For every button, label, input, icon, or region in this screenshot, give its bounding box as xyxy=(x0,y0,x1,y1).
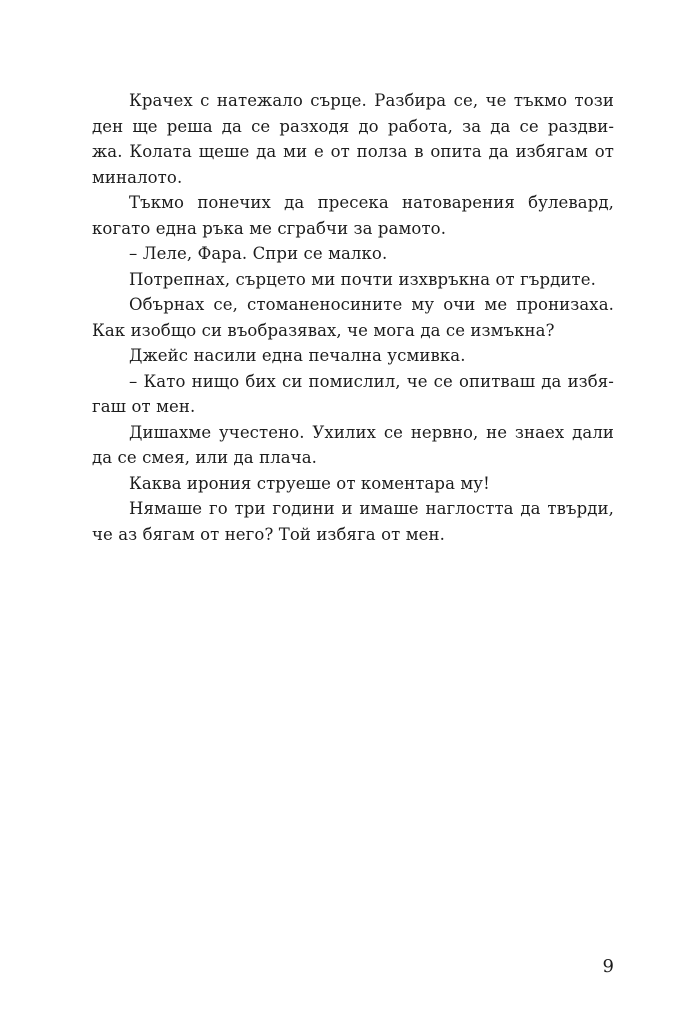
text-line: Крачех с натежало сърце. Разбира се, че тъкмо този xyxy=(129,91,614,110)
page-number: 9 xyxy=(602,956,614,977)
text-line: – Леле, Фара. Спри се малко. xyxy=(129,244,388,263)
text-line: Дишахме учестено. Ухилих се нервно, не знаех дали xyxy=(129,422,614,442)
text-line: жа. Колата щеше да ми е от полза в опита да избягам от xyxy=(92,142,614,161)
text-line: Нямаше го три години и имаше наглостта да твърди, xyxy=(129,499,614,518)
text-line: Как изобщо си въобразявах, че мога да се измъкна? xyxy=(92,320,555,340)
text-line: гаш от мен. xyxy=(92,397,196,416)
text-line: – Като нищо бих си помислил, че се опитваш да избя- xyxy=(129,371,614,391)
text-line: ден ще реша да се разходя до работа, за да се раздви- xyxy=(92,116,614,136)
text-line: миналото. xyxy=(92,167,183,187)
text-line: Джейс насили една печална усмивка. xyxy=(129,346,466,365)
text-line: Тъкмо понечих да пресека натоварения булевард, xyxy=(129,193,614,212)
text-line: когато една ръка ме сграбчи за рамото. xyxy=(92,218,447,238)
text-line: да се смея, или да плача. xyxy=(92,448,318,467)
text-line: Каква ирония струеше от коментара му! xyxy=(129,473,490,493)
text-line: Потрепнах, сърцето ми почти изхвръкна от гърдите. xyxy=(129,269,596,289)
text-line: Обърнах се, стоманеносините му очи ме пронизаха. xyxy=(129,295,614,314)
text-line: че аз бягам от него? Той избяга от мен. xyxy=(92,524,445,544)
body-text xyxy=(92,88,614,547)
